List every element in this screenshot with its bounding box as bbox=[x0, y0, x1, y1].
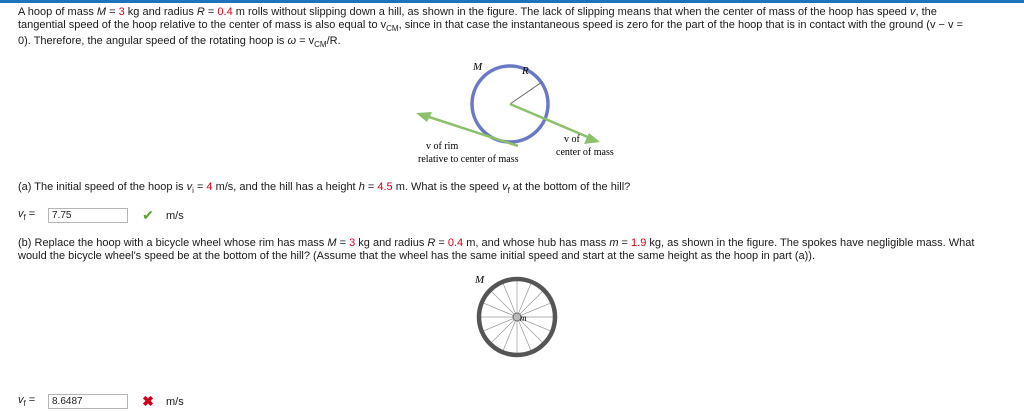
part-b-line-1: (b) Replace the hoop with a bicycle wheel whose rim has mass M = 3 kg and radius R = 0.4 m, and whose hub has mass m = 1.9 kg, as shown in the figure. The spokes have negligible mass. What bbox=[18, 237, 975, 249]
hoop-figure bbox=[400, 58, 640, 170]
v-rim-label-2: relative to center of mass bbox=[418, 154, 519, 165]
hoop-mass-label: M bbox=[473, 61, 483, 73]
v-rim-label-1: v of rim bbox=[426, 141, 459, 152]
part-b-answer-input[interactable] bbox=[48, 394, 128, 409]
wheel-mass-label: M bbox=[475, 274, 485, 286]
x-mark-icon: ✖ bbox=[142, 393, 154, 409]
problem-intro bbox=[18, 6, 1008, 51]
part-b-answer-label: $v_f$ = bbox=[18, 394, 36, 409]
intro-line-2: tangential speed of the hoop relative to the center of mass is also equal to $v_{CM}$, since in that case the instantaneous speed is zero for the part of the hoop that is in contact with the ground (v − v = bbox=[18, 19, 963, 34]
cm-velocity-arrow bbox=[510, 104, 590, 138]
bicycle-wheel-figure bbox=[462, 270, 572, 380]
part-a-units: m/s bbox=[166, 209, 184, 222]
part-a-question: (a) The initial speed of the hoop is $v_i = 4$ m/s, and the hill has a height h = 4.5 m. What is the speed $v_f$ at the bottom of the hill? bbox=[18, 181, 631, 196]
part-a-answer-input[interactable] bbox=[48, 208, 128, 223]
part-a-answer-row bbox=[18, 207, 184, 224]
intro-line-3: 0). Therefore, the angular speed of the rotating hoop is $\omega = v_{CM}/R$. bbox=[18, 35, 341, 50]
part-b-line-2: would the bicycle wheel's speed be at the bottom of the hill? (Assume that the wheel has the same initial speed and start at the same height as the hoop in part (a)). bbox=[18, 250, 816, 262]
part-a-answer-label: $v_f$ = bbox=[18, 208, 36, 223]
checkmark-icon: ✔ bbox=[142, 207, 154, 223]
wheel-spoke bbox=[492, 317, 517, 342]
top-accent-bar bbox=[0, 0, 1024, 3]
part-b-answer-row bbox=[18, 393, 184, 410]
radius-line bbox=[510, 82, 542, 104]
part-b-question bbox=[18, 237, 1008, 263]
cm-arrowhead bbox=[584, 133, 600, 144]
hub-mass-label: m bbox=[520, 313, 527, 323]
v-cm-label-1: v of bbox=[564, 134, 580, 145]
hoop-radius-label: R bbox=[522, 65, 529, 77]
part-b-units: m/s bbox=[166, 395, 184, 408]
wheel-spoke bbox=[492, 292, 517, 317]
v-cm-label-2: center of mass bbox=[556, 147, 614, 158]
intro-line-1: A hoop of mass M = 3 kg and radius R = 0.4 m rolls without slipping down a hill, as shown in the figure. The lack of slipping means that when the center of mass of the hoop has speed v, the bbox=[18, 6, 937, 18]
